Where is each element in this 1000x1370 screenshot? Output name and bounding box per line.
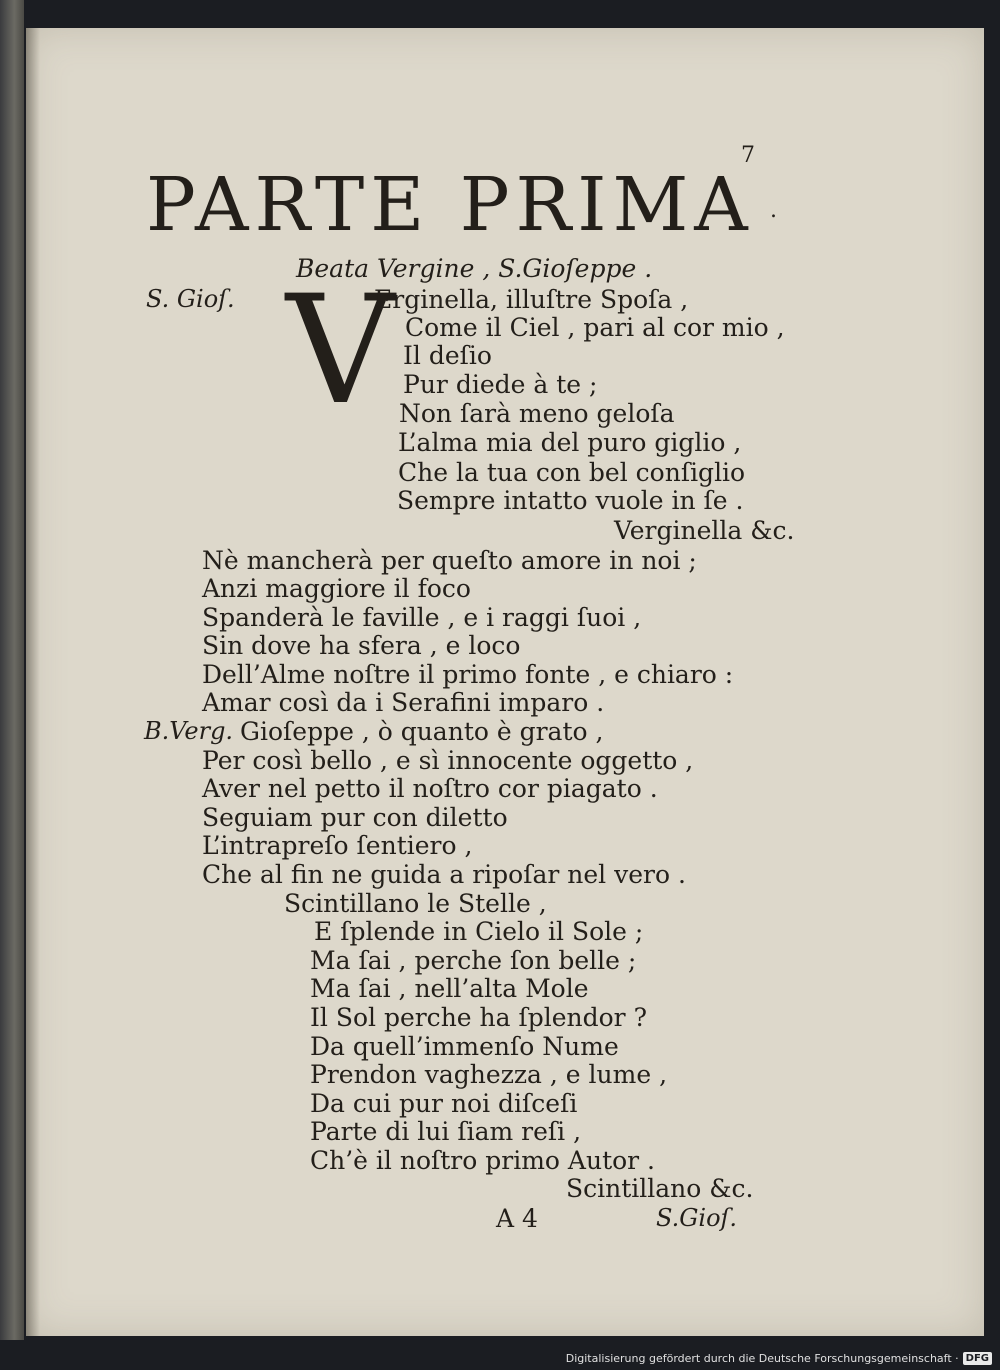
page-title: PARTE PRIMA (146, 162, 754, 248)
verse-line: Che la tua con bel conſiglio (398, 458, 746, 487)
verse-line: Non ſarà meno geloſa (399, 399, 675, 428)
speakers-line: Beata Vergine , S.Gioſeppe . (296, 254, 653, 283)
aria-line: Ma ſai , perche ſon belle ; (310, 946, 637, 975)
catchword: S.Gioſ. (656, 1204, 738, 1232)
verse-line: Sempre intatto vuole in ſe . (397, 486, 744, 515)
recitative-line: Aver nel petto il noſtro cor piagato . (202, 774, 658, 803)
recitative-line: Gioſeppe , ò quanto è grato , (240, 717, 604, 746)
verse-line: Il deſio (403, 341, 492, 370)
verse-line: Erginella, illuſtre Spoſa , (374, 285, 689, 314)
aria-line: Ma ſai , nell’alta Mole (310, 974, 589, 1003)
recitative-line: Spanderà le faville , e i raggi ſuoi , (202, 603, 642, 632)
signature-mark: A 4 (496, 1204, 538, 1233)
recitative-line: Per così bello , e sì innocente oggetto , (202, 746, 694, 775)
speaker-label-gioseppe: S. Gioſ. (146, 285, 235, 313)
refrain-line: Scintillano &c. (566, 1174, 754, 1203)
book-spine-edge (0, 0, 24, 1340)
aria-line: E ſplende in Cielo il Sole ; (314, 917, 644, 946)
aria-line: Il Sol perche ha ſplendor ? (310, 1003, 647, 1032)
aria-line: Parte di lui ſiam reſi , (310, 1117, 582, 1146)
drop-cap-letter: V (286, 264, 395, 438)
recitative-line: L’intrapreſo ſentiero , (202, 831, 473, 860)
page-gutter-shadow (26, 28, 40, 1336)
recitative-line: Seguiam pur con diletto (202, 803, 508, 832)
verse-line: Come il Ciel , pari al cor mio , (405, 313, 785, 342)
recitative-line: Anzi maggiore il foco (202, 574, 471, 603)
aria-line: Da quell’immenſo Nume (310, 1032, 619, 1061)
speaker-label-vergine: B.Verg. (144, 717, 234, 745)
aria-line: Ch’è il noſtro primo Autor . (310, 1146, 656, 1175)
dfg-logo: DFG (963, 1352, 992, 1365)
credit-text: Digitalisierung gefördert durch die Deutsche Forschungsgemeinschaft · (565, 1351, 959, 1365)
recitative-line: Che al fin ne guida a ripoſar nel vero . (202, 860, 686, 889)
aria-line: Da cui pur noi diſceſi (310, 1089, 578, 1118)
recitative-line: Nè mancherà per queſto amore in noi ; (202, 546, 697, 575)
aria-line: Scintillano le Stelle , (284, 889, 547, 918)
digitization-credit (566, 1348, 992, 1368)
recitative-line: Dell’Alme noſtre il primo fonte , e chiaro : (202, 660, 734, 689)
title-dot: . (770, 198, 777, 223)
aria-line: Prendon vaghezza , e lume , (310, 1060, 668, 1089)
recitative-line: Amar così da i Serafini imparo . (202, 688, 605, 717)
recitative-line: Sin dove ha sfera , e loco (202, 631, 521, 660)
page-number: 7 (741, 143, 755, 168)
refrain-line: Verginella &c. (614, 516, 795, 545)
verse-line: Pur diede à te ; (403, 370, 598, 399)
verse-line: L’alma mia del puro giglio , (398, 428, 742, 457)
